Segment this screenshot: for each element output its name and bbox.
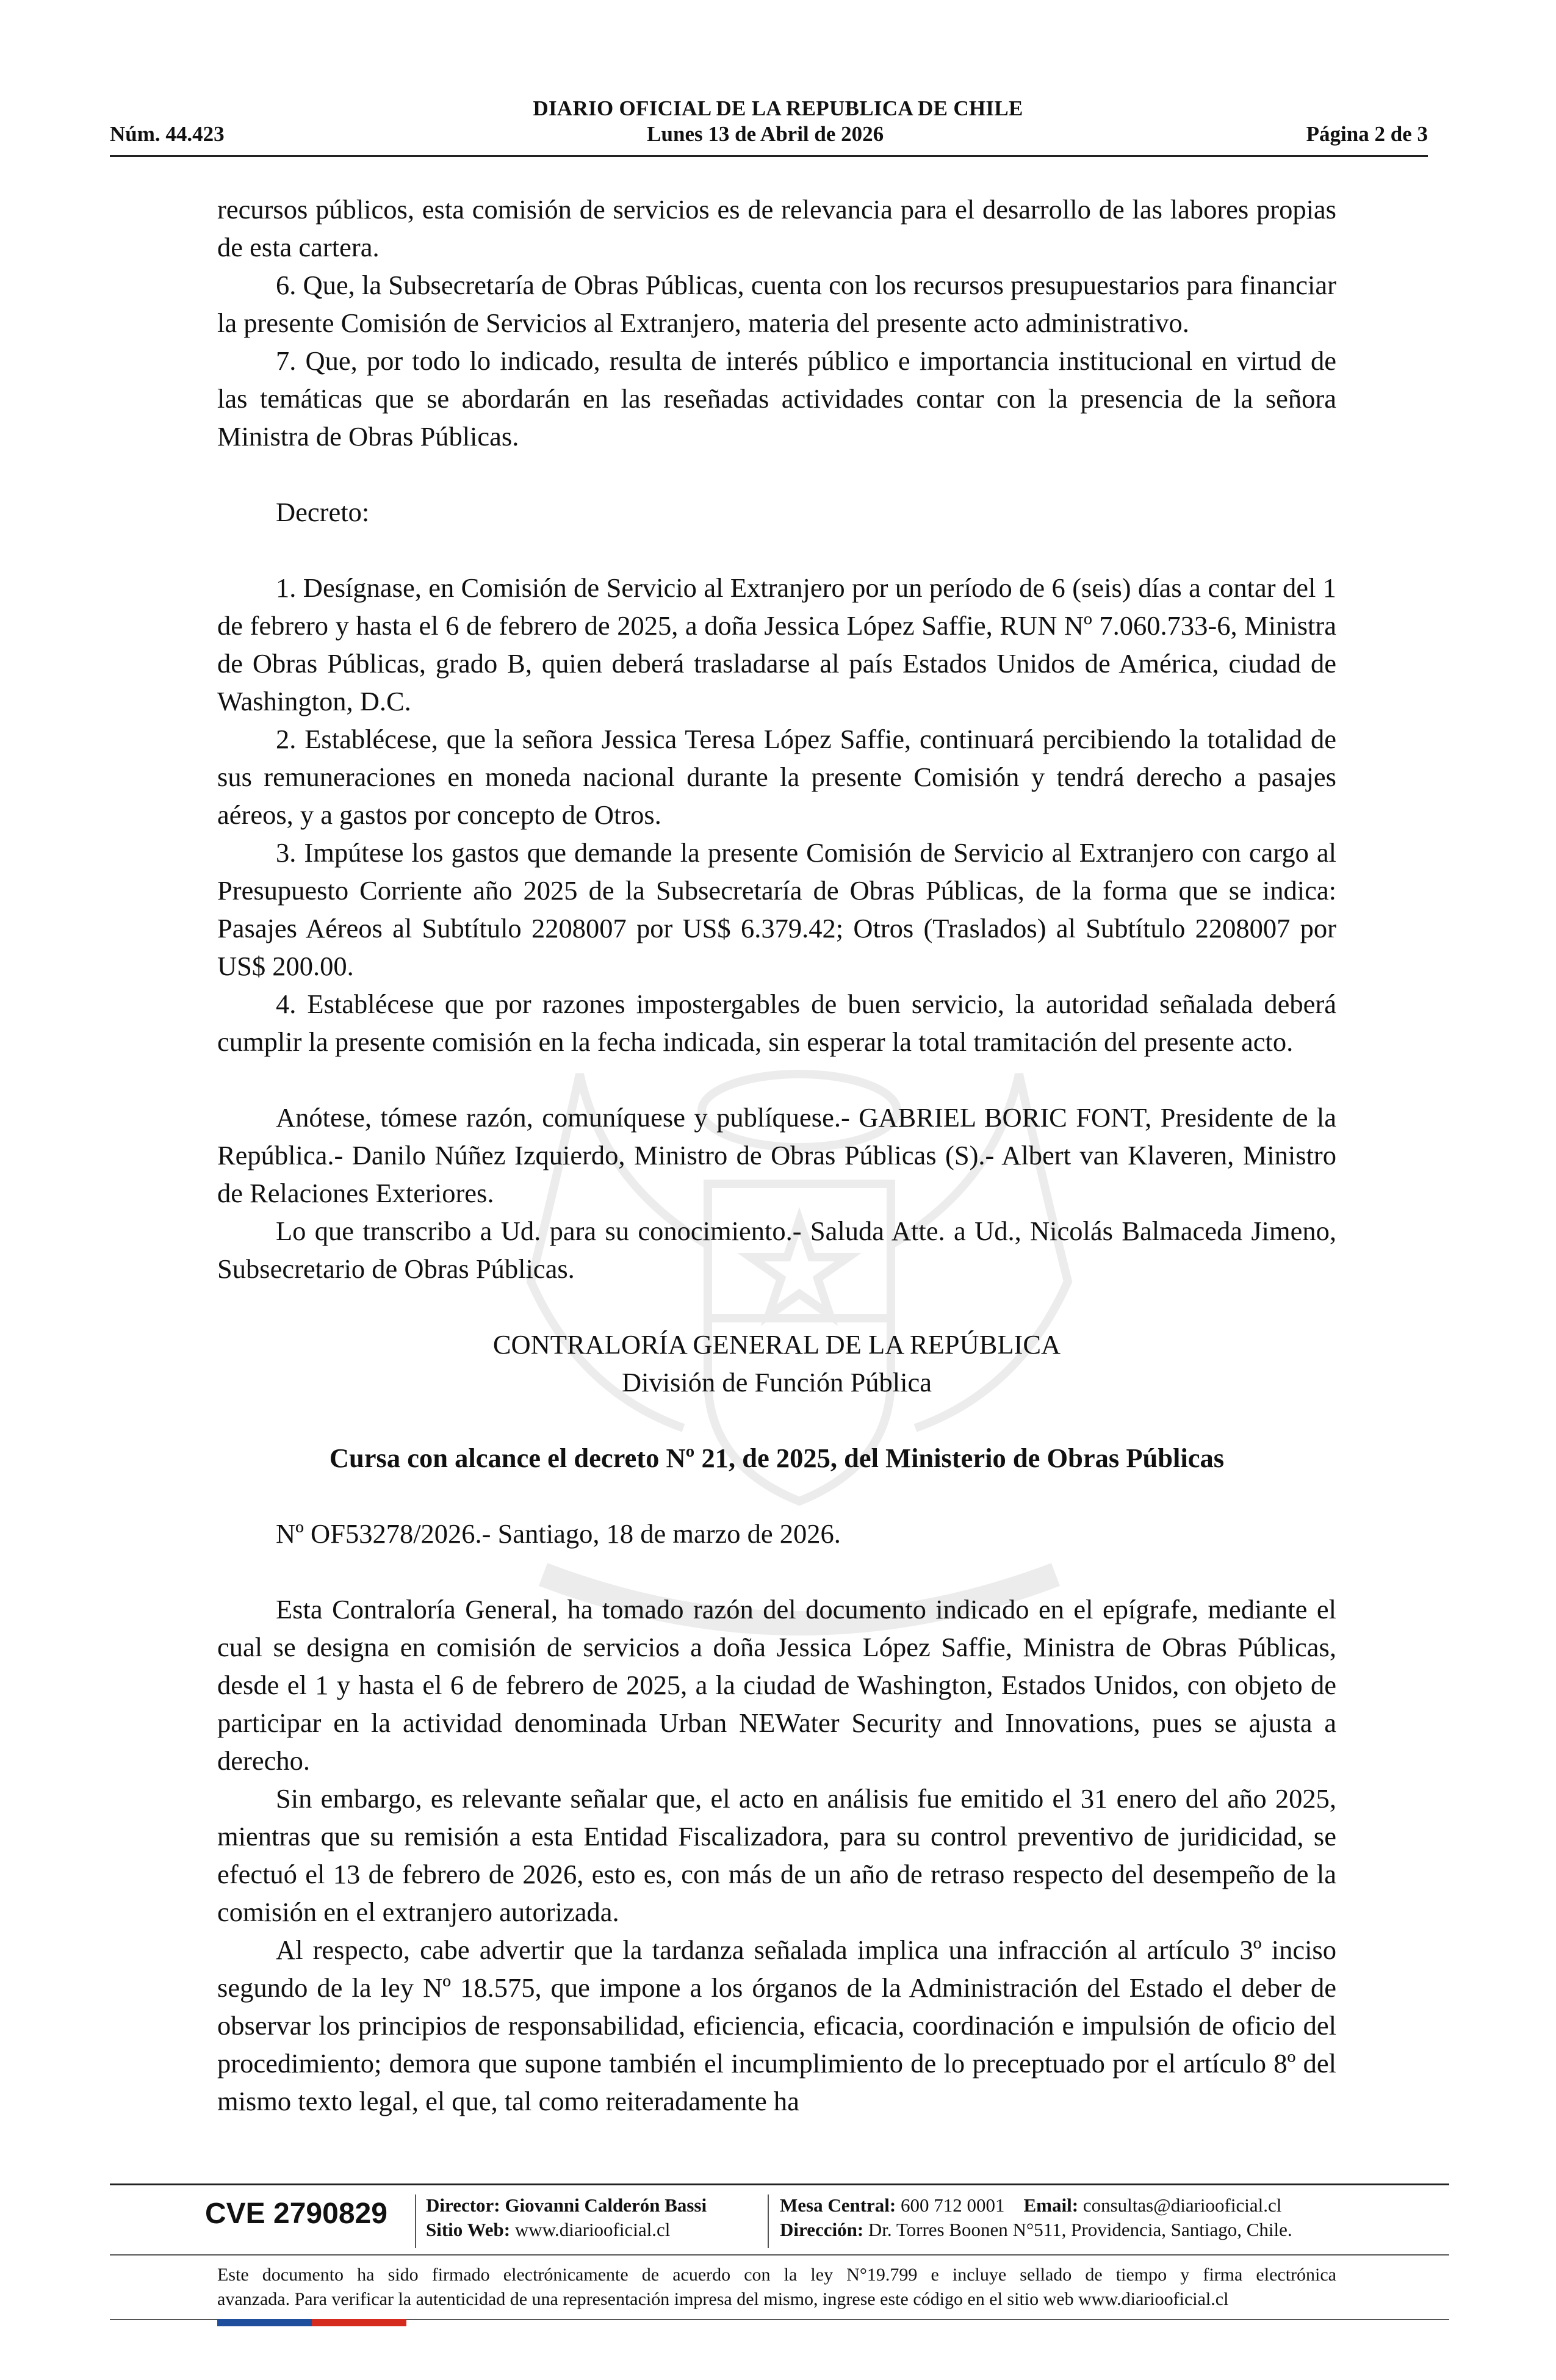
legal-line: Este documento ha sido firmado electrónicamente de acuerdo con la ley N°19.799 e incluye sellado de tiempo y firma electrónica xyxy=(217,2265,1336,2285)
footer-contact-block xyxy=(780,2193,1292,2242)
transcription-paragraph: Lo que transcribo a Ud. para su conocimiento.- Saluda Atte. a Ud., Nicolás Balmaceda Jimeno, Subsecretario de Obras Públicas. xyxy=(217,1216,1336,1284)
footer-divider-mid xyxy=(110,2254,1449,2256)
page-indicator: Página 2 de 3 xyxy=(1306,122,1428,146)
contraloria-heading: CONTRALORÍA GENERAL DE LA REPÚBLICA xyxy=(492,1329,1061,1360)
footer-divider-top xyxy=(110,2183,1449,2185)
header-row xyxy=(110,122,1428,146)
flag-color-bar xyxy=(217,2319,406,2326)
newspaper-title: DIARIO OFICIAL DE LA REPUBLICA DE CHILE xyxy=(533,96,1023,120)
decree-article: 1. Desígnase, en Comisión de Servicio al Extranjero por un período de 6 (seis) días a contar del 1 de febrero y hasta el 6 de febrero de 2025, a doña Jessica López Saffie, RUN Nº 7.060.733-6, Ministra de Obras Públicas, grado B, quien deberá trasladarse al país Estados Unidos de América, ciudad de Washington, D.C. xyxy=(217,572,1336,716)
legal-notice xyxy=(217,2263,1336,2312)
issue-number: Núm. 44.423 xyxy=(110,122,225,146)
paragraph: recursos públicos, esta comisión de servicios es de relevancia para el desarrollo de las labores propias de esta cartera. xyxy=(217,194,1336,262)
footer-separator xyxy=(768,2194,769,2248)
document-body xyxy=(217,190,1336,2120)
address-label: Dirección: xyxy=(780,2219,864,2240)
division-heading: División de Función Pública xyxy=(621,1367,932,1397)
director-label: Director: xyxy=(426,2194,500,2216)
paragraph: Al respecto, cabe advertir que la tardanza señalada implica una infracción al artículo 3º inciso segundo de la ley Nº 18.575, que impone a los órganos de la Administración del Estado el deber de observar los principios de responsabilidad, eficiencia, eficacia, coordinación e impulsión de oficio del procedimiento; demora que supone también el incumplimiento de lo preceptuado por el artículo 8º del mismo texto legal, el que, tal como reiteradamente ha xyxy=(217,1935,1336,2116)
signatures-paragraph: Anótese, tómese razón, comuníquese y publíquese.- GABRIEL BORIC FONT, Presidente de la República.- Danilo Núñez Izquierdo, Ministro de Obras Públicas (S).- Albert van Klaveren, Ministro de Relaciones Exteriores. xyxy=(217,1102,1336,1208)
mesa-label: Mesa Central: xyxy=(780,2194,896,2216)
website-label: Sitio Web: xyxy=(426,2219,511,2240)
oficio-line: Nº OF53278/2026.- Santiago, 18 de marzo de 2026. xyxy=(276,1518,841,1549)
paragraph: Esta Contraloría General, ha tomado razón del documento indicado en el epígrafe, mediante el cual se designa en comisión de servicios a doña Jessica López Saffie, Ministra de Obras Públicas, desde el 1 y hasta el 6 de febrero de 2025, a la ciudad de Washington, Estados Unidos, con objeto de participar en la actividad denominada Urban NEWater Security and Innovations, pues se ajusta a derecho. xyxy=(217,1594,1336,1776)
flag-blue-segment xyxy=(217,2319,312,2326)
email-link[interactable]: consultas@diariooficial.cl xyxy=(1082,2194,1282,2216)
cursa-title: Cursa con alcance el decreto Nº 21, de 2025, del Ministerio de Obras Públicas xyxy=(329,1443,1225,1473)
flag-red-segment xyxy=(312,2319,406,2326)
decree-article: 2. Establécese, que la señora Jessica Teresa López Saffie, continuará percibiendo la totalidad de sus remuneraciones en moneda nacional durante la presente Comisión y tendrá derecho a pasajes aéreos, y a gastos por concepto de Otros. xyxy=(217,724,1336,830)
website-link[interactable]: www.diariooficial.cl xyxy=(514,2219,671,2240)
paragraph: Sin embargo, es relevante señalar que, el acto en análisis fue emitido el 31 enero del año 2025, mientras que su remisión a esta Entidad Fiscalizadora, para su control preventivo de juridicidad, se efectuó el 13 de febrero de 2026, esto es, con más de un año de retraso respecto del desempeño de la comisión en el extranjero autorizada. xyxy=(217,1783,1336,1927)
address-text: Dr. Torres Boonen N°511, Providencia, Santiago, Chile. xyxy=(868,2219,1292,2240)
decreto-heading: Decreto: xyxy=(276,497,370,527)
decree-article: 3. Impútese los gastos que demande la presente Comisión de Servicio al Extranjero con cargo al Presupuesto Corriente año 2025 de la Subsecretaría de Obras Públicas, de la forma que se indica: Pasajes Aéreos al Subtítulo 2208007 por US$ 6.379.42; Otros (Traslados) al Subtítulo 2208007 por US$ 200.00. xyxy=(217,837,1336,981)
header-divider xyxy=(110,155,1428,157)
paragraph: 7. Que, por todo lo indicado, resulta de interés público e importancia institucional en virtud de las temáticas que se abordarán en las reseñadas actividades contar con la presencia de la señora Ministra de Obras Públicas. xyxy=(217,345,1336,452)
director-name: Giovanni Calderón Bassi xyxy=(505,2194,707,2216)
decree-article: 4. Establécese que por razones impostergables de buen servicio, la autoridad señalada deberá cumplir la presente comisión en la fecha indicada, sin esperar la total tramitación del presente acto. xyxy=(217,989,1336,1057)
footer-director-block xyxy=(426,2193,707,2242)
cve-code: CVE 2790829 xyxy=(205,2198,387,2230)
paragraph: 6. Que, la Subsecretaría de Obras Públicas, cuenta con los recursos presupuestarios para financiar la presente Comisión de Servicios al Extranjero, materia del presente acto administrativo. xyxy=(217,270,1336,338)
issue-date: Lunes 13 de Abril de 2026 xyxy=(647,122,884,146)
legal-line: avanzada. Para verificar la autenticidad de una representación impresa del mismo, ingrese este código en el sitio web www.diariooficial.cl xyxy=(217,2289,1229,2309)
email-label: Email: xyxy=(1023,2194,1079,2216)
mesa-phone: 600 712 0001 xyxy=(901,2194,1005,2216)
footer-separator xyxy=(415,2194,416,2248)
